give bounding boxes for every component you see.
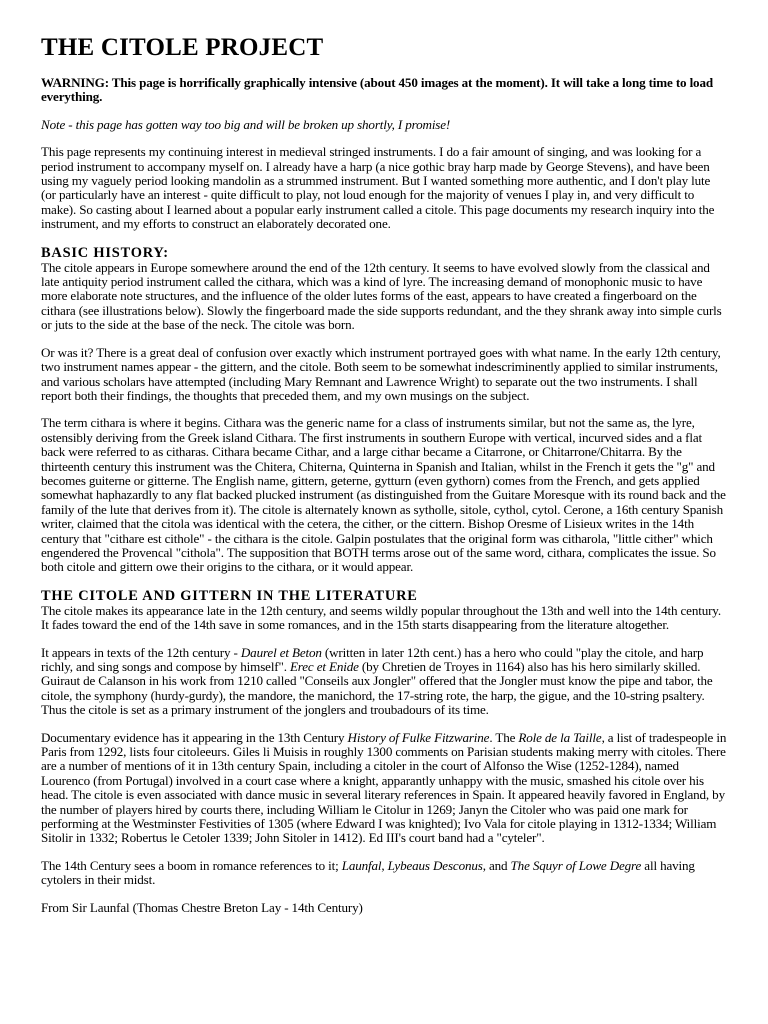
work-title-lybeaus-desconus: Lybeaus Desconus [387, 857, 483, 873]
text-run: The 14th Century sees a boom in romance references to it; [41, 857, 342, 873]
intro-paragraph: This page represents my continuing interest in medieval stringed instruments. I do a fair amount of singing, and was looking for a period instrument to accompany myself on. I already have a harp (a nice gothic bray harp made by George Stevens), and have been using my vaguely period looking mandolin as a strummed instrument. But I wanted something more authentic, and I don't play lute (or particularly have an interest - quite difficult to play, not loud enough for the majority of venues I play in, and very difficult to make). So casting about I learned about a popular early instrument called a citole. This page documents my research inquiry into the instrument, and my efforts to construct an elaborately decorated one. [41, 144, 715, 232]
text-run: (written in later 12th cent.) has a hero who could "play the citole, and harp richly, and sing songs and compose by himself". [41, 644, 704, 674]
text-run: , and [482, 857, 511, 873]
work-title-erec-et-enide: Erec et Enide [289, 659, 359, 674]
text-run: , a list of tradespeople in Paris from 1292, lists four citoleeurs. Giles li Muisis in roughly 1300 comments on Parisian students making merry with citoles. There are a number of mentions of it in 13th century Spain, including a citoler in the court of Alfonso the Wise (1252-1284), named Lourenco (from Portugal) involved in a court case where a knight, apparantly unhappy with the music, smashed his citole over his head. The citole is even associated with dance music in several literary references in Spain. It appeared heavily favored in England, by the number of players hired by courts there, including William le Citolur in 1269; Janyn the Citoler who was paid one mark for performing at the Westminster Festivities of 1305 (where Edward I was knighted); Ivo Vala for citole playing in 1312-1334; William Sitolir in 1332; Robertus le Cetoler 1339; John Sitoler in 1412). Ed III's court band had a "cyteler". [41, 729, 727, 846]
work-title-squyr-of-lowe-degre: The Squyr of Lowe Degre [510, 857, 642, 873]
work-title-role-de-la-taille: Role de la Taille [518, 729, 602, 745]
literature-paragraph-5: From Sir Launfal (Thomas Chestre Breton Lay - 14th Century) [41, 899, 363, 915]
text-run: Documentary evidence has it appearing in the 13th Century [41, 729, 348, 745]
basic-history-paragraph-3: The term cithara is where it begins. Cithara was the generic name for a class of instruments similar, but not the same as, the lyre, ostensibly deriving from the Greek island Cithara. The first instruments in southern Europe with vertical, incurved sides and a flat back were referred to as citharas. Cithara became Cithar, and a large cithar became a Citarrone, or Chitarrone/Chitarra. By the thirteenth century this instrument was the Chitera, Chiterna, Quinterna in Spanish and Italian, whilst in the French it gets the "g" and becomes guiterne or gitterne. The English name, gittern, geterne, gytturn (even gythorn) comes from the French, and gets applied somewhat haphazardly to any flat backed plucked instrument (as distinguished from the Guitare Moresque with its round back and the family of the lute that derives from it). The citole is alternately known as sytholle, sitole, cythol, cytol. Cerone, a 16th century Spanish writer, claimed that the citola was identical with the cetera, the cither, or the cittern. Bishop Oresme of Lisieux writes in the 14th century that "citharе est cithole" - the cithara is the citole. Galpin postulates that the original form was citharola, "little cither" which engendered the Provencal "cithola". The supposition that BOTH terms arose out of the same word, cithara, complicates the issue. So both citole and gittern owe their origins to the cithara, or it would appear. [41, 415, 726, 575]
text-run: (by Chretien de Troyes in 1164) also has his hero similarly skilled. Guiraut de Calanson in his work from 1210 called "Conseils aux Jongler" offered that the Jongler must know the pipe and tabor, the citole, the symphony (hurdy-gurdy), the mandore, the manichord, the 17-string rote, the harp, the gigue, and the 10-string psaltery. Thus the citole is set as a primary instrument of the jonglers and troubadours of its time. [41, 659, 713, 718]
page-title: THE CITOLE PROJECT [41, 34, 324, 61]
text-run: It appears in texts of the 12th century - [41, 644, 241, 660]
basic-history-paragraph-1: The citole appears in Europe somewhere around the end of the 12th century. It seems to have evolved slowly from the classical and late antiquity period instrument called the cithara, which was a kind of lyre. The increasing demand of monophonic music to have more elaborate note structures, and the influence of the older lutes forms of the east, appears to have created a fingerboard on the cithara (see illustrations below). Slowly the fingerboard made the side supports redundant, and the they shrank away into simple curls or juts to the side at the base of the neck. The citole was born. [41, 259, 722, 333]
warning-text: WARNING: This page is horrifically graphically intensive (about 450 images at the moment). It will take a long time to load everything. [41, 75, 713, 105]
note-text: Note - this page has gotten way too big and will be broken up shortly, I promise! [41, 116, 451, 132]
literature-heading: THE CITOLE AND GITTERN IN THE LITERATURE [41, 587, 418, 604]
work-title-fulke-fitzwarine: History of Fulke Fitzwarine [347, 729, 490, 745]
literature-paragraph-2 [41, 646, 727, 718]
literature-paragraph-3 [41, 731, 727, 846]
basic-history-paragraph-2: Or was it? There is a great deal of confusion over exactly which instrument portrayed goes with what name. In the early 12th century, two instrument names appear - the gittern, and the citole. Both seem to be somewhat indescriminently applied to similar instruments, and various scholars have attempted (including Mary Remnant and Lawrence Wright) to separate out the two instruments. I shall report both their findings, the thoughts that preceded them, and my own musings on the subject. [41, 344, 721, 403]
work-title-daurel-et-beton: Daurel et Beton [240, 644, 322, 660]
work-title-launfal: Launfal [341, 857, 382, 873]
text-run: . The [489, 729, 519, 745]
text-run: all having cytolers in their midst. [41, 857, 695, 888]
basic-history-heading: BASIC HISTORY: [41, 244, 169, 261]
text-run: , [381, 857, 388, 873]
literature-paragraph-4 [41, 859, 727, 888]
literature-paragraph-1: The citole makes its appearance late in the 12th century, and seems wildly popular throughout the 13th and well into the 14th century. It fades toward the end of the 14th save in some romances, and in the 15th starts disappearing from the literature altogether. [41, 602, 721, 633]
